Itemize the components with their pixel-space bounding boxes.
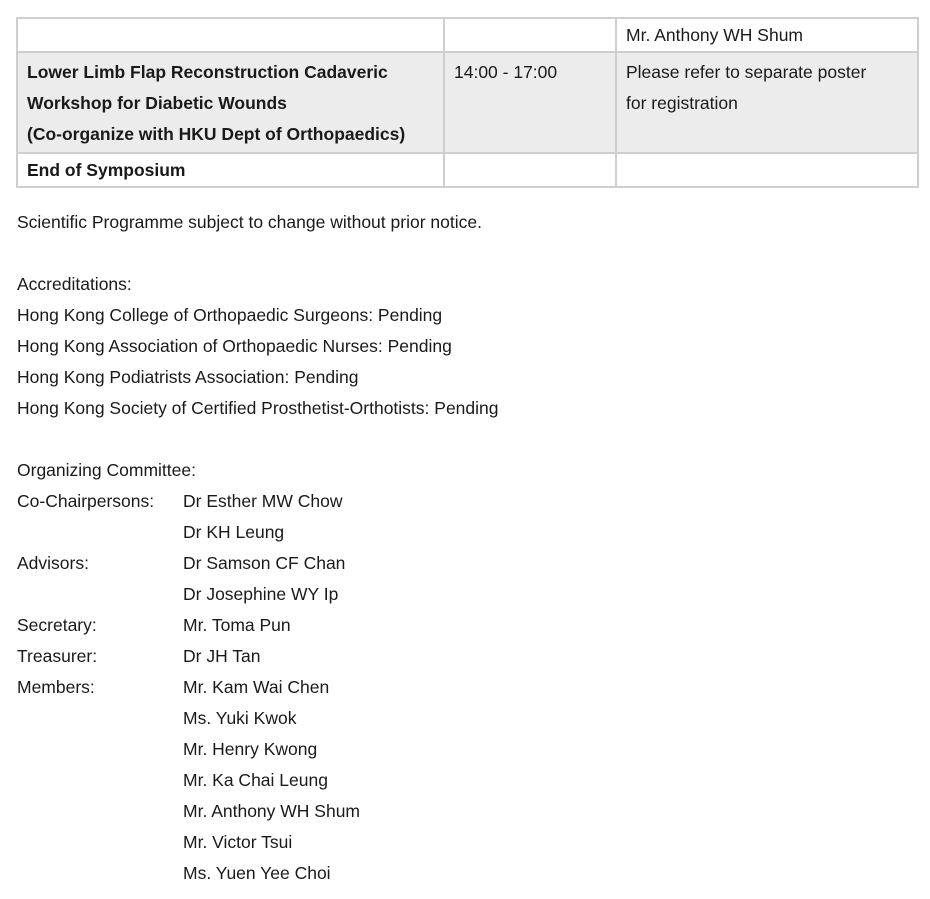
committee-role: Advisors:: [17, 553, 89, 573]
committee-member: Dr Samson CF Chan: [183, 553, 346, 573]
committee-member: Dr JH Tan: [183, 646, 261, 666]
session-time-cell: [444, 52, 616, 153]
committee-names: [183, 641, 907, 672]
committee-role: Secretary:: [17, 615, 97, 635]
accreditations-heading: Accreditations:: [17, 274, 132, 294]
document-body: [17, 207, 907, 889]
session-title-cell: [17, 153, 444, 187]
session-title-line: Lower Limb Flap Reconstruction Cadaveric: [27, 62, 388, 82]
session-note-cell: [616, 153, 918, 187]
committee-group-cochairs: [17, 486, 907, 548]
committee-member: Ms. Yuen Yee Choi: [183, 863, 331, 883]
session-title-line: End of Symposium: [27, 160, 186, 180]
session-note-cell: [616, 52, 918, 153]
committee-group-treasurer: [17, 641, 907, 672]
committee-member: Mr. Kam Wai Chen: [183, 677, 330, 697]
committee-member: Dr Josephine WY Ip: [183, 584, 339, 604]
session-time-cell: [444, 153, 616, 187]
table-row: [17, 52, 918, 153]
session-title-cell: [17, 18, 444, 52]
committee-role: Members:: [17, 677, 95, 697]
session-note-cell: [616, 18, 918, 52]
session-title-cell: [17, 52, 444, 153]
programme-table: [16, 17, 919, 188]
session-note-line: Please refer to separate poster: [626, 62, 867, 82]
committee-names: [183, 486, 907, 548]
committee-member: Ms. Yuki Kwok: [183, 708, 297, 728]
table-row: [17, 18, 918, 52]
committee-member: Mr. Anthony WH Shum: [183, 801, 361, 821]
committee-role: Treasurer:: [17, 646, 98, 666]
session-note-line: for registration: [626, 93, 738, 113]
committee-member: Mr. Ka Chai Leung: [183, 770, 328, 790]
session-title-line: Workshop for Diabetic Wounds: [27, 93, 287, 113]
accreditation-item: Hong Kong Podiatrists Association: Pending: [17, 367, 359, 387]
committee-names: [183, 672, 907, 889]
committee-member: Mr. Victor Tsui: [183, 832, 293, 852]
accreditation-item: Hong Kong Society of Certified Prosthetist-Orthotists: Pending: [17, 398, 499, 418]
programme-notice: Scientific Programme subject to change without prior notice.: [17, 212, 482, 232]
committee-group-members: [17, 672, 907, 889]
session-title-line: (Co-organize with HKU Dept of Orthopaedics): [27, 124, 406, 144]
committee-group-advisors: [17, 548, 907, 610]
accreditation-item: Hong Kong College of Orthopaedic Surgeons: Pending: [17, 305, 443, 325]
committee-group-secretary: [17, 610, 907, 641]
session-time-cell: [444, 18, 616, 52]
session-time: 14:00 - 17:00: [454, 62, 558, 82]
committee-names: [183, 610, 907, 641]
committee-member: Mr. Henry Kwong: [183, 739, 318, 759]
table-row: [17, 153, 918, 187]
committee-heading: Organizing Committee:: [17, 460, 196, 480]
committee-member: Mr. Toma Pun: [183, 615, 291, 635]
accreditation-item: Hong Kong Association of Orthopaedic Nurses: Pending: [17, 336, 452, 356]
committee-role: Co-Chairpersons:: [17, 491, 155, 511]
committee-member: Dr Esther MW Chow: [183, 491, 343, 511]
session-note-line: Mr. Anthony WH Shum: [626, 25, 804, 45]
committee-member: Dr KH Leung: [183, 522, 285, 542]
committee-names: [183, 548, 907, 610]
